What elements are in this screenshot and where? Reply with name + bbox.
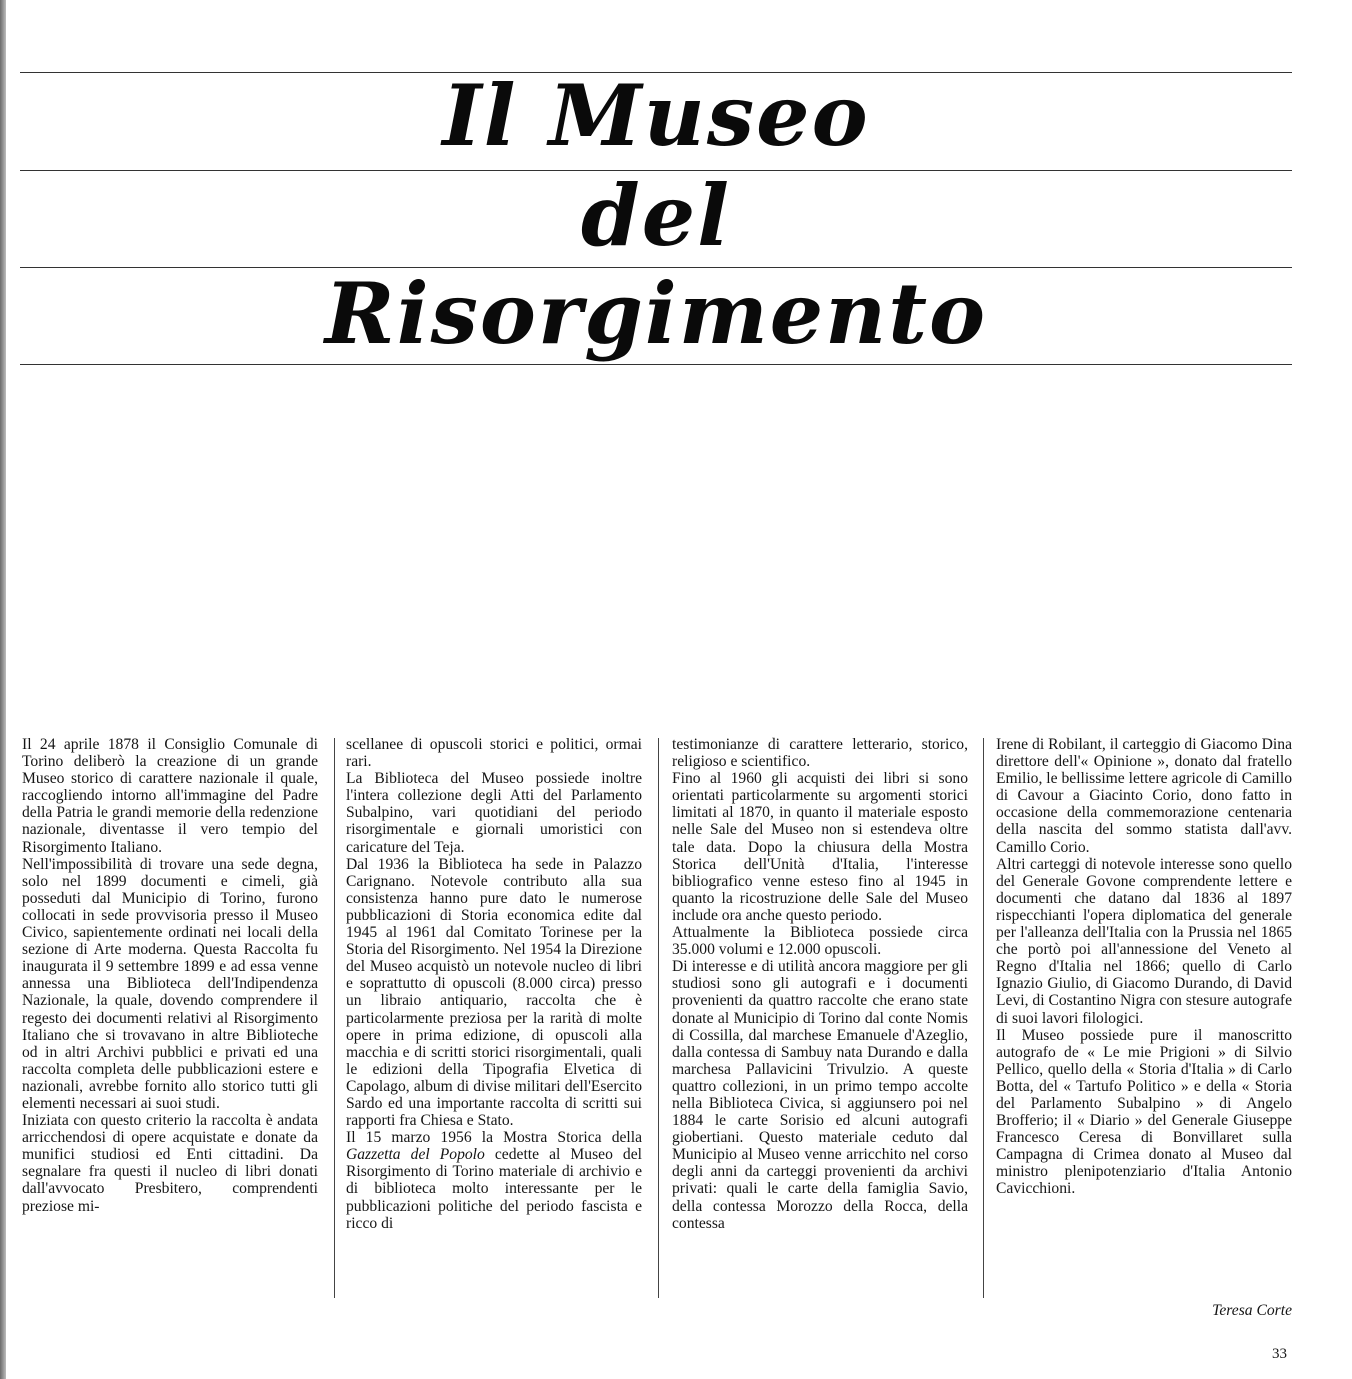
paragraph: Iniziata con questo criterio la raccolta è andata arricchendosi di opere acquistate e donate da munifici studiosi ed Enti cittadini. Da segnalare fra questi il nucleo di libri donati dall'avvocato Presbitero, comprendenti preziose mi- <box>22 1112 318 1215</box>
paragraph-text: Il 15 marzo 1956 la Mostra Storica della <box>346 1129 642 1147</box>
title-line-1: Il Museo <box>442 66 870 165</box>
paragraph: Fino al 1960 gli acquisti dei libri si sono orientati particolarmente su argomenti storici limitati al 1870, in quanto il materiale esposto nelle Sale del Museo non si estendeva oltre tale data. Dopo la chiusura della Mostra Storica dell'Unità d'Italia, l'interesse bibliografico venne esteso fino al 1945 in quanto la ricostruzione delle Sale del Museo include ora anche questo periodo. <box>672 770 968 924</box>
paragraph: Di interesse e di utilità ancora maggiore per gli studiosi sono gli autografi e i documenti provenienti da quattro raccolte che erano state donate al Municipio di Torino dal conte Nomis di Cossilla, dal marchese Emanuele d'Azeglio, dalla contessa di Sambuy nata Durando e dalla marchesa Pallavicini Trivulzio. A queste quattro collezioni, in un primo tempo accolte nella Biblioteca Civica, si aggiunsero poi nel 1884 le carte Sorisio ed alcuni autografi giobertiani. Questo materiale ceduto dal Municipio al Museo venne arricchito nel corso degli anni da carteggi provenienti da archivi privati: quali le carte della famiglia Savio, della contessa Morozzo della Rocca, della contessa <box>672 958 968 1232</box>
author-signature: Teresa Corte <box>1212 1302 1292 1319</box>
paragraph: Nell'impossibilità di trovare una sede degna, solo nel 1899 documenti e cimeli, già posseduti dal Municipio di Torino, furono collocati in sede provvisoria presso il Museo Civico, sapientemente ordinati nei locali della sezione di Arte moderna. Questa Raccolta fu inaugurata il 9 settembre 1899 e ad essa venne annessa una Biblioteca dell'Indipendenza Nazionale, la quale, dovendo comprendere il regesto dei documenti relativi al Risorgimento Italiano che si trovavano in altre Biblioteche od in altri Archivi pubblici e privati ed una raccolta completa delle pubblicazioni estere e nazionali, avrebbe fornito allo storico tutti gli elementi necessari ai suoi studi. <box>22 855 318 1112</box>
paragraph: Il Museo possiede pure il manoscritto autografo de « Le mie Prigioni » di Silvio Pellico, quello della « Storia d'Italia » di Carlo Botta, del « Tartufo Politico » e della « Storia del Parlamento Subalpino » di Angelo Brofferio; il « Diario » del Generale Giuseppe Francesco Ceresa di Bonvillaret sulla Campagna di Crimea donato al Museo dal ministro plenipotenziario d'Italia Antonio Cavicchioni. <box>996 1026 1292 1198</box>
page-number: 33 <box>1272 1346 1287 1362</box>
paragraph: Altri carteggi di notevole interesse sono quello del Generale Govone comprendente lettere e documenti che datano dal 1836 al 1897 rispecchianti l'opera diplomatica del generale per l'alleanza dell'Italia con la Prussia nel 1865 che portò poi all'annessione del Veneto al Regno d'Italia nel 1866; quello di Carlo Ignazio Giulio, di Giacomo Durando, di David Levi, di Costantino Nigra con stesure autografe di suoi lavori filologici. <box>996 855 1292 1027</box>
paragraph: La Biblioteca del Museo possiede inoltre l'intera collezione degli Atti del Parlamento Subalpino, vari quotidiani del periodo risorgimentale e giornali umoristici con caricature del Teja. <box>346 770 642 856</box>
paragraph: testimonianze di carattere letterario, storico, religioso e scientifico. <box>672 736 968 771</box>
title-line-2: del <box>580 166 732 265</box>
paragraph: Il 24 aprile 1878 il Consiglio Comunale di Torino deliberò la creazione di un grande Museo storico di carattere nazionale il quale, raccogliendo intorno all'immagine del Padre della Patria le grandi memorie della redenzione nazionale, diventasse il vero tempio del Risorgimento Italiano. <box>22 736 318 856</box>
paragraph <box>346 1129 642 1232</box>
article-column-2 <box>346 736 642 1232</box>
article-column-3 <box>672 736 968 1232</box>
newspaper-title: Gazzetta del Popolo <box>346 1146 485 1164</box>
paragraph: Irene di Robilant, il carteggio di Giacomo Dina direttore dell'« Opinione », donato dal fratello Emilio, le bellissime lettere agricole di Camillo di Cavour a Giacinto Corio, dono fatto in occasione della commemorazione centenaria della nascita del sommo statista dall'avv. Camillo Corio. <box>996 736 1292 856</box>
title-rule-bottom <box>20 364 1292 365</box>
paragraph-text: cedette al Museo del Risorgimento di Torino materiale di archivio e di biblioteca molto interessante per le pubblicazioni politiche del periodo fascista e ricco di <box>346 1146 642 1232</box>
column-divider <box>334 738 335 1298</box>
paragraph: Attualmente la Biblioteca possiede circa 35.000 volumi e 12.000 opuscoli. <box>672 924 968 959</box>
article-body <box>22 736 1302 1319</box>
title-line-3: Risorgimento <box>324 264 988 363</box>
page-binding-edge <box>0 0 6 1379</box>
article-column-1 <box>22 736 318 1215</box>
column-divider <box>658 738 659 1298</box>
paragraph: scellanee di opuscoli storici e politici, ormai rari. <box>346 736 642 771</box>
column-divider <box>983 738 984 1298</box>
paragraph: Dal 1936 la Biblioteca ha sede in Palazzo Carignano. Notevole contributo alla sua consistenza hanno pure dato le numerose pubblicazioni di Storia economica edite dal 1945 al 1961 dal Comitato Torinese per la Storia del Risorgimento. Nel 1954 la Direzione del Museo acquistò un notevole nucleo di libri e soprattutto di opuscoli (8.000 circa) presso un libraio antiquario, raccolta che è particolarmente preziosa per la rarità di molte opere in prima edizione, di opuscoli alla macchia e di scritti storici risorgimentali, quali le edizioni della Tipografia Elvetica di Capolago, album di divise militari dell'Esercito Sardo ed una importante raccolta di scritti sui rapporti fra Chiesa e Stato. <box>346 855 642 1130</box>
article-column-4 <box>996 736 1292 1319</box>
